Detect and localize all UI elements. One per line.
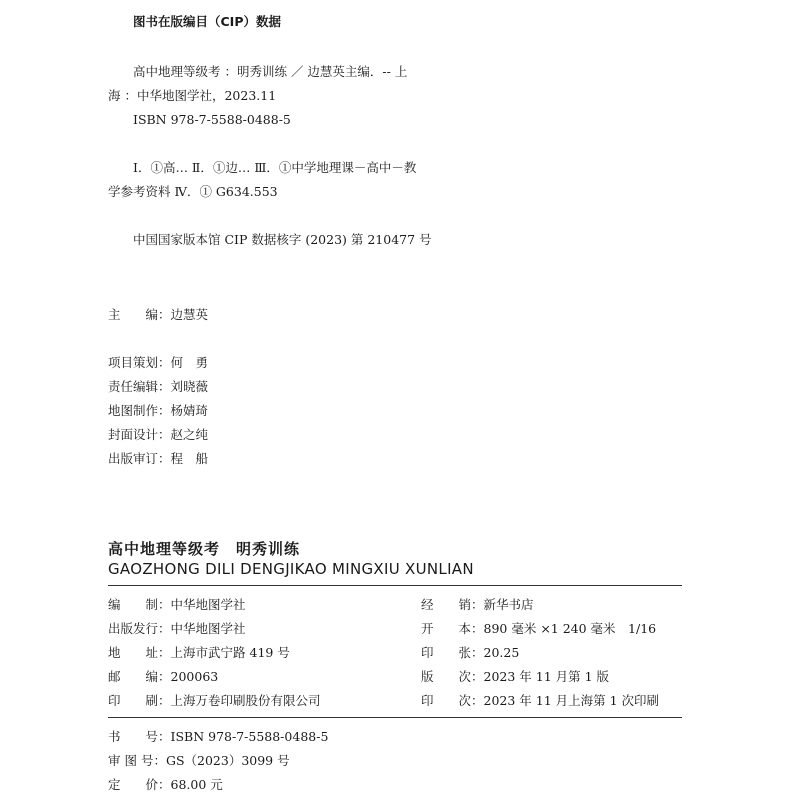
info-label: 出版发行： xyxy=(108,621,171,636)
credit-label: 主 编： xyxy=(108,307,171,322)
cip-isbn: ISBN 978-7-5588-0488-5 xyxy=(133,112,291,127)
divider-bottom xyxy=(108,717,682,718)
info-label: 印 张： xyxy=(421,645,484,660)
info-label: 定 价： xyxy=(108,777,171,792)
cip-subject-line-2: 学参考资料 Ⅳ．① G634.553 xyxy=(108,184,278,199)
info-value: 20.25 xyxy=(483,645,520,660)
book-title-pinyin: GAOZHONG DILI DENGJIKAO MINGXIU XUNLIAN xyxy=(108,560,474,578)
pub-info-right-row xyxy=(421,645,519,661)
credit-item xyxy=(108,427,208,443)
bottom-info-row xyxy=(108,753,290,769)
credit-value: 赵之纯 xyxy=(170,427,209,442)
credit-value: 程 船 xyxy=(170,451,209,466)
credit-value: 边慧英 xyxy=(170,307,209,322)
info-label: 编 制： xyxy=(108,597,171,612)
info-label: 印 刷： xyxy=(108,693,171,708)
credit-value: 刘晓薇 xyxy=(170,379,209,394)
info-value: 中华地图学社 xyxy=(170,597,246,612)
pub-info-left-row xyxy=(108,645,290,661)
info-value: 上海市武宁路 419 号 xyxy=(170,645,290,660)
divider-top xyxy=(108,585,682,586)
credit-label: 地图制作： xyxy=(108,403,171,418)
info-value: 2023 年 11 月上海第 1 次印刷 xyxy=(483,693,660,708)
pub-info-left-row xyxy=(108,597,246,613)
credit-item xyxy=(108,403,208,419)
cip-number: 中国国家版本馆 CIP 数据核字 (2023) 第 210477 号 xyxy=(133,232,432,247)
credit-label: 项目策划： xyxy=(108,355,171,370)
info-value: 2023 年 11 月第 1 版 xyxy=(483,669,610,684)
credit-label: 责任编辑： xyxy=(108,379,171,394)
info-value: GS（2023）3099 号 xyxy=(165,753,290,768)
credit-item xyxy=(108,379,208,395)
book-title-chinese: 高中地理等级考 明秀训练 xyxy=(108,540,301,558)
pub-info-right-row xyxy=(421,597,534,613)
pub-info-left-row xyxy=(108,669,218,685)
pub-info-left-row xyxy=(108,693,321,709)
info-value: 中华地图学社 xyxy=(170,621,246,636)
credit-item xyxy=(108,355,208,371)
bottom-info-row xyxy=(108,729,328,745)
info-label: 邮 编： xyxy=(108,669,171,684)
cip-entry-line-1: 高中地理等级考 ：明秀训练 ／ 边慧英主编．-- 上 xyxy=(133,64,408,79)
info-value: 890 毫米 ×1 240 毫米 1/16 xyxy=(483,621,657,636)
pub-info-right-row xyxy=(421,693,659,709)
credit-item xyxy=(108,451,208,467)
cip-subject-line-1: Ⅰ．①高… Ⅱ．①边… Ⅲ．①中学地理课－高中－教 xyxy=(133,160,417,175)
cip-entry-line-2: 海 ：中华地图学社，2023.11 xyxy=(108,88,277,103)
info-label: 书 号： xyxy=(108,729,171,744)
pub-info-left-row xyxy=(108,621,246,637)
info-value: 上海万卷印刷股份有限公司 xyxy=(170,693,321,708)
info-value: ISBN 978-7-5588-0488-5 xyxy=(170,729,329,744)
pub-info-right-row xyxy=(421,621,656,637)
bottom-info-row xyxy=(108,777,223,793)
info-value: 68.00 元 xyxy=(170,777,223,792)
credit-label: 出版审订： xyxy=(108,451,171,466)
info-label: 地 址： xyxy=(108,645,171,660)
credit-value: 何 勇 xyxy=(170,355,209,370)
cip-header: 图书在版编目（CIP）数据 xyxy=(133,14,281,29)
info-label: 开 本： xyxy=(421,621,484,636)
credit-value: 杨婧琦 xyxy=(170,403,209,418)
info-label: 印 次： xyxy=(421,693,484,708)
info-label: 审 图 号： xyxy=(108,753,166,768)
info-label: 经 销： xyxy=(421,597,484,612)
credit-chief-editor xyxy=(108,307,208,323)
info-label: 版 次： xyxy=(421,669,484,684)
info-value: 200063 xyxy=(170,669,219,684)
pub-info-right-row xyxy=(421,669,609,685)
credit-label: 封面设计： xyxy=(108,427,171,442)
info-value: 新华书店 xyxy=(483,597,534,612)
